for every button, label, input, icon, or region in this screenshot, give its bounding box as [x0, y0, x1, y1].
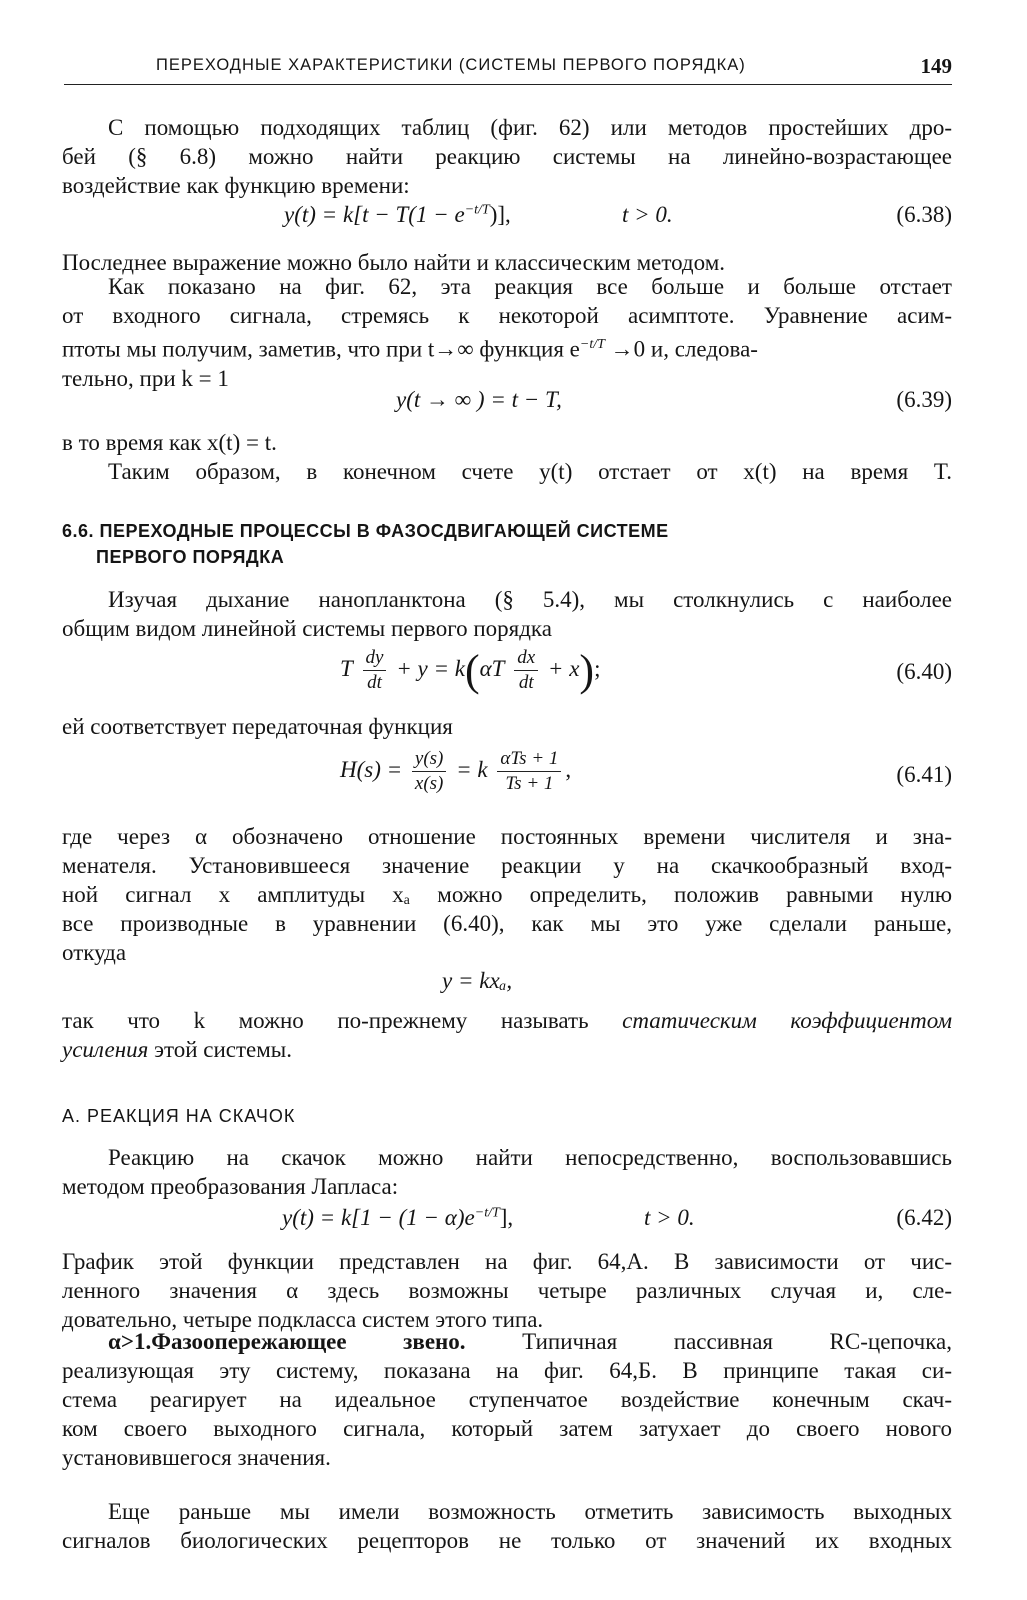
italic-term: усиления	[62, 1037, 149, 1062]
text-line: где через α обозначено отношение постоянных времени числителя и зна-	[62, 824, 952, 849]
eq-condition: t > 0.	[622, 202, 673, 227]
paragraph-5	[62, 457, 952, 486]
text-line: от входного сигнала, стремясь к некоторой асимптоте. Уравнение асим-	[62, 303, 952, 328]
frac-numerator: y(s)	[412, 748, 446, 772]
frac-denominator: Ts + 1	[505, 773, 554, 794]
subsection-heading: А. РЕАКЦИЯ НА СКАЧОК	[62, 1106, 296, 1126]
paragraph-1	[62, 113, 952, 200]
section-number: 6.6.	[62, 521, 95, 541]
paragraph-13	[62, 1497, 952, 1555]
eq-text: + x	[547, 655, 580, 681]
eq-punct: ,	[565, 756, 572, 782]
equation-6-41	[62, 748, 952, 808]
text-line: реализующая эту систему, показана на фиг. 64,Б. В принципе такая си-	[62, 1358, 952, 1383]
text-line: ленного значения α здесь возможны четыре различных случая и, сле-	[62, 1278, 952, 1303]
text-line: График этой функции представлен на фиг. 64,А. В зависимости от чис-	[62, 1249, 952, 1274]
text-line: откуда	[62, 940, 127, 965]
eq-text: + y = k	[396, 655, 465, 681]
paragraph-7	[62, 712, 952, 741]
equation-number: (6.39)	[896, 387, 952, 412]
page-number: 149	[920, 54, 952, 78]
fraction	[514, 647, 538, 694]
paragraph-6	[62, 585, 952, 643]
text-line: стема реагирует на идеальное ступенчатое воздействие конечным скач-	[62, 1387, 952, 1412]
text-line	[62, 330, 952, 364]
equation-number: (6.40)	[896, 659, 952, 684]
running-title: ПЕРЕХОДНЫЕ ХАРАКТЕРИСТИКИ (СИСТЕМЫ ПЕРВОГО ПОРЯДКА)	[156, 56, 746, 74]
text-line	[62, 1035, 952, 1064]
frac-numerator: αTs + 1	[497, 748, 561, 772]
eq-symbol: T	[340, 655, 353, 681]
text-line: тельно, при k = 1	[62, 365, 229, 391]
equation-6-42	[62, 1205, 952, 1237]
eq-symbol: αT	[479, 655, 505, 681]
section-title-line-2: ПЕРВОГО ПОРЯДКА	[96, 547, 285, 567]
text-line: Как показано на фиг. 62, эта реакция все больше и больше отстает	[108, 274, 952, 299]
eq-text: y(t) = k[1 − (1 − α)e	[282, 1205, 475, 1230]
paragraph-3	[62, 272, 952, 393]
frac-numerator: dx	[514, 647, 538, 671]
text-line: Изучая дыхание нанопланктона (§ 5.4), мы столкнулись с наиболее	[108, 587, 952, 612]
page-header	[64, 52, 952, 85]
text-line: общим видом линейной системы первого порядка	[62, 616, 552, 641]
text-line: методом преобразования Лапласа:	[62, 1174, 399, 1199]
section-heading	[62, 518, 669, 570]
text-line: Реакцию на скачок можно найти непосредственно, воспользовавшись	[108, 1145, 952, 1170]
text-line: ком своего выходного сигнала, который затем затухает до своего нового	[62, 1416, 952, 1441]
frac-denominator: dt	[518, 672, 534, 693]
text-line: в то время как x(t) = t.	[62, 430, 277, 455]
equation-6-38	[62, 202, 952, 234]
text-line: Таким образом, в конечном счете y(t) отстает от x(t) на время T.	[108, 459, 952, 484]
paragraph-8	[62, 822, 952, 967]
bold-term: α>1.Фазоопережающее звено.	[108, 1329, 466, 1354]
paragraph-12	[62, 1327, 952, 1472]
text-line: Еще раньше мы имели возможность отметить зависимость выходных	[108, 1499, 952, 1524]
eq-text: )],	[489, 202, 511, 227]
text-line	[62, 1327, 952, 1356]
eq-exponent: −t/T	[474, 1205, 500, 1221]
text-line: бей (§ 6.8) можно найти реакцию системы на линейно-возрастающее	[62, 144, 952, 169]
section-title-line-1: ПЕРЕХОДНЫЕ ПРОЦЕССЫ В ФАЗОСДВИГАЮЩЕЙ СИСТЕМЕ	[99, 521, 669, 541]
eq-punct: ;	[594, 655, 601, 681]
paragraph-10	[62, 1143, 952, 1201]
equation-number: (6.41)	[896, 762, 952, 787]
fraction	[412, 748, 446, 795]
fraction	[497, 748, 561, 795]
frac-numerator: dy	[363, 647, 387, 671]
eq-text: y(t) = k[t − T(1 − e	[284, 202, 465, 227]
equation-y-kxa	[62, 968, 952, 1000]
text-line: С помощью подходящих таблиц (фиг. 62) или методов простейших дро-	[108, 115, 952, 140]
paragraph-9	[62, 1006, 952, 1064]
equation-number: (6.38)	[896, 202, 952, 227]
eq-text: y = kxₐ,	[442, 968, 513, 993]
text-line: ной сигнал x амплитуды xₐ можно определить, положив равными нулю	[62, 882, 952, 907]
text-fragment: →0 и, следова-	[604, 336, 758, 362]
paragraph-11	[62, 1247, 952, 1334]
eq-condition: t > 0.	[644, 1205, 695, 1230]
paragraph-4	[62, 428, 952, 457]
eq-exponent: −t/T	[579, 337, 605, 352]
fraction	[363, 647, 387, 694]
text-line: Последнее выражение можно было найти и классическим методом.	[62, 250, 726, 275]
text-fragment: этой системы.	[154, 1037, 293, 1062]
equation-6-40: T $\frac{dy}{dt}$ + y = k(αT $\frac{dx}{dt}$ + x); (6.40)	[340, 646, 952, 695]
eq-text: ],	[499, 1205, 514, 1230]
text-line: менателя. Установившееся значение реакции y на скачкообразный вход-	[62, 853, 952, 878]
eq-text: = k	[456, 756, 488, 782]
text-line: воздействие как функцию времени:	[62, 173, 410, 198]
text-line: все производные в уравнении (6.40), как мы это уже сделали раньше,	[62, 911, 952, 936]
text-fragment: птоты мы получим, заметив, что при t→∞ функция e	[62, 336, 580, 362]
text-line: сигналов биологических рецепторов не только от значений их входных	[62, 1528, 952, 1553]
text-line: ей соответствует передаточная функция	[62, 714, 453, 739]
text-line	[62, 1006, 952, 1035]
eq-text: H(s) =	[340, 756, 403, 782]
italic-term: статическим коэффициентом	[622, 1008, 952, 1033]
text-fragment: Типичная пассивная RC-цепочка,	[465, 1329, 952, 1354]
text-fragment: так что k можно по-прежнему называть	[62, 1008, 589, 1033]
eq-text: y(t → ∞ ) = t − T,	[396, 387, 562, 412]
text-line: установившегося значения.	[62, 1445, 331, 1470]
frac-denominator: dt	[367, 672, 382, 693]
frac-denominator: x(s)	[414, 773, 444, 794]
text-line: довательно, четыре подкласса систем этого типа.	[62, 1307, 544, 1332]
eq-exponent: −t/T	[464, 202, 490, 218]
equation-number: (6.42)	[896, 1205, 952, 1230]
equation-6-39	[62, 387, 952, 419]
